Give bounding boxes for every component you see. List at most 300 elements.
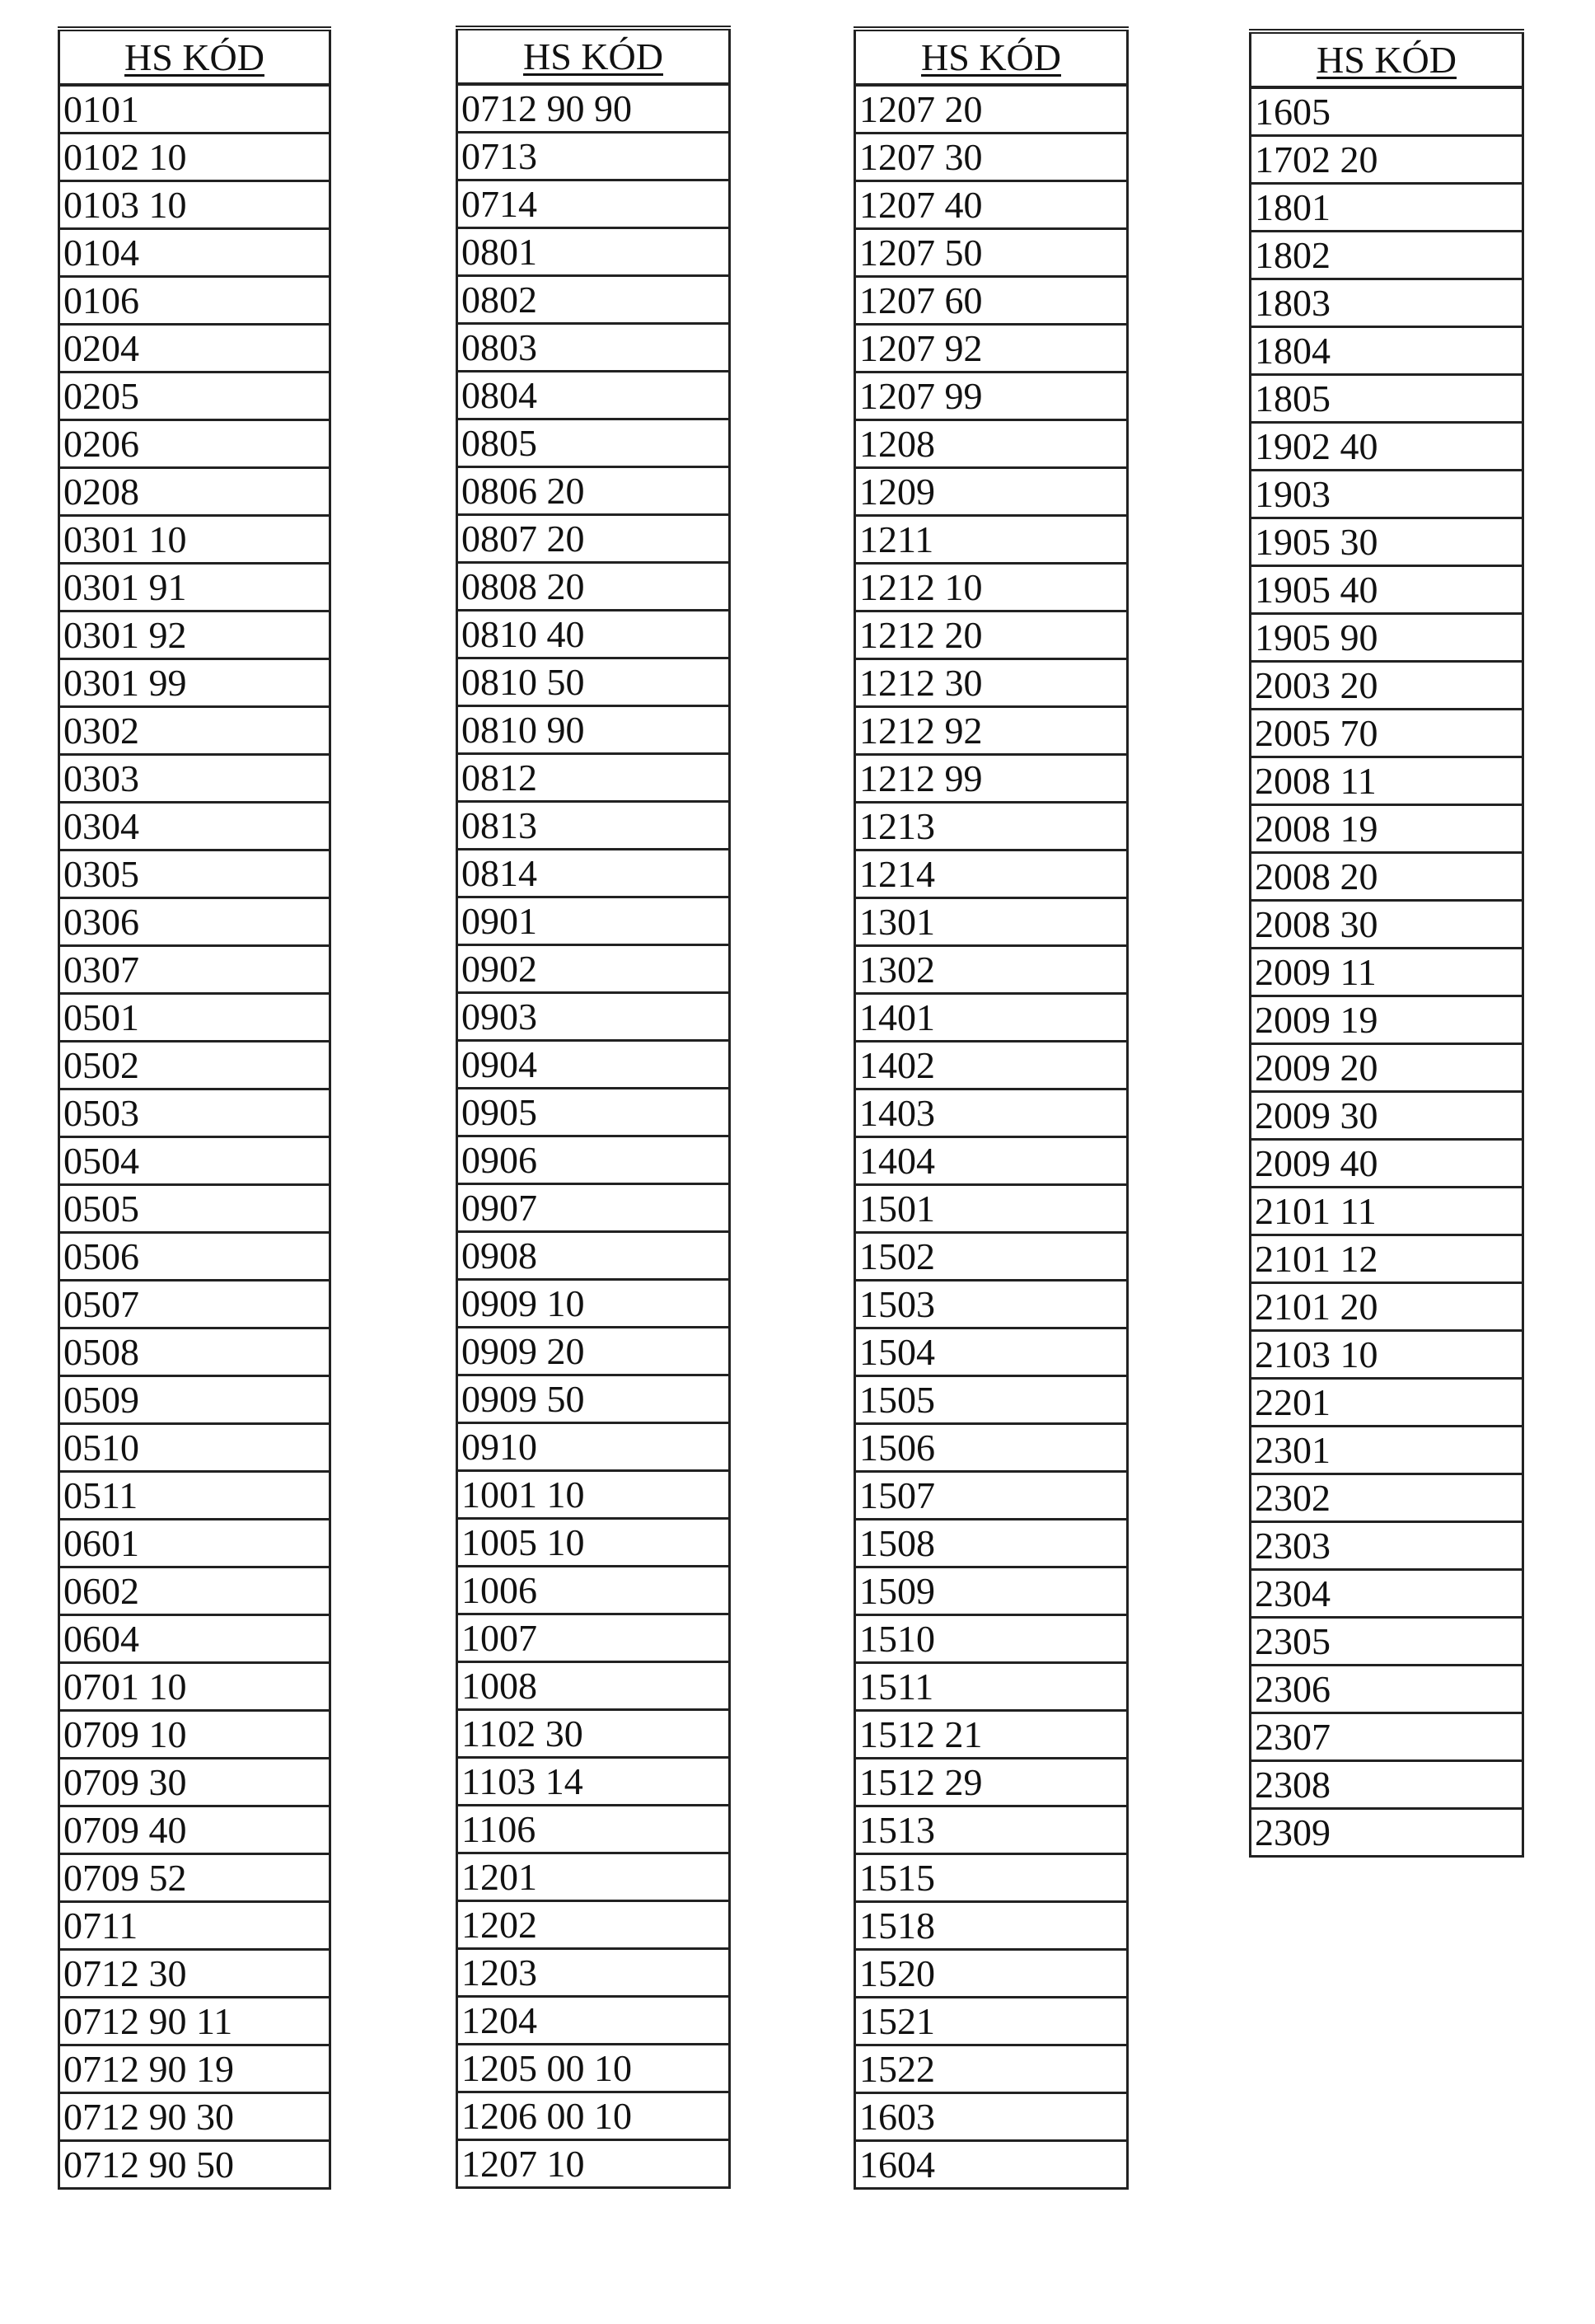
hs-code-cell: 1512 29 [855,1759,1128,1806]
hs-code-cell: 1902 40 [1251,423,1523,471]
table-row [855,1806,1128,1854]
hs-code-cell: 0804 [457,372,730,419]
hs-code-cell: 0712 90 90 [457,84,730,133]
table-row [855,1281,1128,1328]
table-row [59,2093,330,2141]
table-row [59,516,330,564]
hs-code-cell: 1207 60 [855,277,1128,325]
hs-code-cell: 0814 [457,850,730,897]
hs-code-cell: 0803 [457,324,730,372]
hs-code-cell: 1604 [855,2141,1128,2189]
table-row [457,1232,730,1280]
table-row [59,85,330,134]
table-row [457,1471,730,1519]
hs-code-cell: 1501 [855,1185,1128,1233]
hs-code-cell: 0701 10 [59,1663,330,1711]
table-row [855,372,1128,420]
table-row [855,1328,1128,1376]
hs-code-cell: 1207 92 [855,325,1128,372]
hs-code-cell: 1905 30 [1251,518,1523,566]
table-row [457,1328,730,1375]
hs-code-cell: 2305 [1251,1618,1523,1666]
table-row [59,1902,330,1950]
table-row [1251,1188,1523,1235]
hs-code-cell: 1208 [855,420,1128,468]
table-row [59,420,330,468]
hs-code-cell: 2009 11 [1251,949,1523,996]
hs-code-cell: 0712 90 19 [59,2045,330,2093]
hs-code-cell: 2009 19 [1251,996,1523,1044]
hs-code-cell: 1207 99 [855,372,1128,420]
table-row [457,897,730,945]
table-row [59,1950,330,1998]
hs-code-cell: 1513 [855,1806,1128,1854]
hs-code-cell: 0502 [59,1042,330,1089]
table-row [1251,949,1523,996]
table-row [457,228,730,276]
table-row [1251,901,1523,949]
table-row [1251,805,1523,853]
table-row [1251,1092,1523,1140]
hs-code-cell: 0103 10 [59,181,330,229]
table-row [457,754,730,802]
hs-code-cell: 0709 40 [59,1806,330,1854]
table-row [59,946,330,994]
table-row [855,1424,1128,1472]
table-row [59,1089,330,1137]
table-row [457,1519,730,1567]
hs-code-cell: 0901 [457,897,730,945]
hs-code-cell: 0904 [457,1041,730,1089]
hs-code-cell: 1404 [855,1137,1128,1185]
table-row [1251,662,1523,710]
table-row [59,994,330,1042]
hs-code-cell: 1401 [855,994,1128,1042]
table-row [59,755,330,803]
table-row [59,468,330,516]
table-row [457,850,730,897]
table-row [855,420,1128,468]
hs-code-cell: 0307 [59,946,330,994]
hs-code-cell: 1905 90 [1251,614,1523,662]
table-row [1251,1379,1523,1427]
table-row [855,85,1128,134]
hs-code-cell: 1605 [1251,87,1523,136]
hs-code-cell: 2008 11 [1251,757,1523,805]
table-row [59,372,330,420]
hs-code-cell: 1212 92 [855,707,1128,755]
hs-code-cell: 0106 [59,277,330,325]
table-row [1251,87,1523,136]
column-header: HS KÓD [457,28,730,84]
hs-code-cell: 2304 [1251,1570,1523,1618]
hs-code-cell: 0810 50 [457,658,730,706]
table-row [855,1854,1128,1902]
hs-code-cell: 2302 [1251,1474,1523,1522]
hs-code-cell: 2009 30 [1251,1092,1523,1140]
table-row [855,755,1128,803]
table-row [59,1854,330,1902]
hs-code-cell: 1213 [855,803,1128,850]
table-row [59,898,330,946]
hs-code-cell: 0714 [457,180,730,228]
table-row [1251,1522,1523,1570]
column-header: HS KÓD [59,29,330,85]
table-row [59,1424,330,1472]
table-row [1251,327,1523,375]
hs-code-table-4 [1249,29,1524,1858]
table-row [855,1185,1128,1233]
hs-code-cell: 1511 [855,1663,1128,1711]
table-row [855,1472,1128,1520]
hs-code-cell: 1502 [855,1233,1128,1281]
table-row [59,1472,330,1520]
hs-code-cell: 1506 [855,1424,1128,1472]
hs-code-cell: 1509 [855,1567,1128,1615]
hs-code-cell: 1001 10 [457,1471,730,1519]
hs-code-cell: 0712 90 30 [59,2093,330,2141]
hs-code-cell: 0709 52 [59,1854,330,1902]
table-row [855,1615,1128,1663]
table-row [59,1185,330,1233]
hs-code-cell: 1504 [855,1328,1128,1376]
table-row [457,2140,730,2188]
table-row [855,994,1128,1042]
table-row [855,1759,1128,1806]
table-row [1251,1331,1523,1379]
hs-code-cell: 1507 [855,1472,1128,1520]
hs-code-cell: 2308 [1251,1761,1523,1809]
table-row [457,1806,730,1853]
hs-code-cell: 1503 [855,1281,1128,1328]
hs-code-cell: 0910 [457,1423,730,1471]
hs-code-cell: 0808 20 [457,563,730,611]
hs-code-cell: 1905 40 [1251,566,1523,614]
hs-code-cell: 0810 40 [457,611,730,658]
table-row [59,1233,330,1281]
table-row [457,515,730,563]
hs-code-cell: 1805 [1251,375,1523,423]
hs-code-cell: 0712 90 11 [59,1998,330,2045]
table-row [59,611,330,659]
hs-code-cell: 0305 [59,850,330,898]
hs-code-cell: 1207 10 [457,2140,730,2188]
table-row [457,180,730,228]
table-row [457,1567,730,1614]
table-row [1251,566,1523,614]
table-row [855,1089,1128,1137]
hs-code-table-3 [854,26,1129,2190]
hs-code-cell: 0302 [59,707,330,755]
hs-code-cell: 2201 [1251,1379,1523,1427]
hs-code-cell: 1007 [457,1614,730,1662]
hs-code-cell: 1302 [855,946,1128,994]
hs-code-cell: 1212 20 [855,611,1128,659]
table-row [855,1902,1128,1950]
table-row [457,1997,730,2045]
hs-code-cell: 0208 [59,468,330,516]
hs-code-cell: 2008 20 [1251,853,1523,901]
hs-code-cell: 0102 10 [59,134,330,181]
table-row [457,2092,730,2140]
hs-code-cell: 0907 [457,1184,730,1232]
table-row [1251,1140,1523,1188]
hs-code-cell: 0712 30 [59,1950,330,1998]
table-row [59,1520,330,1567]
table-row [59,181,330,229]
table-row [457,276,730,324]
hs-code-cell: 0306 [59,898,330,946]
hs-code-cell: 1802 [1251,232,1523,279]
hs-code-cell: 0909 10 [457,1280,730,1328]
hs-code-cell: 2005 70 [1251,710,1523,757]
hs-code-cell: 0101 [59,85,330,134]
table-row [457,324,730,372]
hs-code-cell: 0903 [457,993,730,1041]
hs-code-cell: 0806 20 [457,467,730,515]
table-row [59,134,330,181]
table-row [59,850,330,898]
table-row [1251,1474,1523,1522]
hs-code-cell: 1106 [457,1806,730,1853]
hs-code-table-1 [58,26,331,2190]
table-row [855,803,1128,850]
hs-code-cell: 0506 [59,1233,330,1281]
hs-code-cell: 2009 40 [1251,1140,1523,1188]
table-row [1251,1427,1523,1474]
table-row [1251,853,1523,901]
hs-code-cell: 0709 30 [59,1759,330,1806]
table-row [457,1853,730,1901]
table-row [457,563,730,611]
table-row [457,1758,730,1806]
hs-code-cell: 1006 [457,1567,730,1614]
table-row [1251,1666,1523,1713]
table-row [1251,375,1523,423]
column-header: HS KÓD [1251,31,1523,87]
table-row [59,2141,330,2189]
hs-code-cell: 1518 [855,1902,1128,1950]
hs-code-cell: 0504 [59,1137,330,1185]
hs-code-cell: 1801 [1251,184,1523,232]
table-row [1251,1761,1523,1809]
table-row [457,706,730,754]
table-row [855,1137,1128,1185]
hs-code-cell: 1301 [855,898,1128,946]
hs-code-cell: 1212 10 [855,564,1128,611]
table-row [1251,1618,1523,1666]
table-row [855,181,1128,229]
hs-code-cell: 0909 20 [457,1328,730,1375]
hs-code-cell: 1212 99 [855,755,1128,803]
table-row [457,84,730,133]
hs-code-cell: 1702 20 [1251,136,1523,184]
table-row [457,133,730,180]
hs-code-cell: 0602 [59,1567,330,1615]
hs-code-cell: 2101 20 [1251,1283,1523,1331]
hs-code-cell: 1008 [457,1662,730,1710]
hs-code-cell: 0301 99 [59,659,330,707]
table-row [59,1759,330,1806]
table-row [59,1281,330,1328]
table-row [855,516,1128,564]
table-row [1251,279,1523,327]
table-row [457,1089,730,1136]
table-row [457,1901,730,1949]
hs-code-cell: 2303 [1251,1522,1523,1570]
hs-code-cell: 0712 90 50 [59,2141,330,2189]
table-row [855,659,1128,707]
table-row [1251,184,1523,232]
hs-code-cell: 1204 [457,1997,730,2045]
table-row [457,1136,730,1184]
hs-code-cell: 2103 10 [1251,1331,1523,1379]
table-row [59,1711,330,1759]
table-row [855,1520,1128,1567]
hs-code-cell: 0104 [59,229,330,277]
table-row [855,850,1128,898]
hs-code-cell: 1512 21 [855,1711,1128,1759]
hs-code-cell: 0303 [59,755,330,803]
table-row [59,1806,330,1854]
table-row [1251,1235,1523,1283]
table-row [457,1662,730,1710]
hs-code-cell: 1803 [1251,279,1523,327]
hs-code-cell: 1505 [855,1376,1128,1424]
table-row [855,2093,1128,2141]
table-row [855,898,1128,946]
table-row [1251,1283,1523,1331]
table-row [457,611,730,658]
hs-code-cell: 0909 50 [457,1375,730,1423]
hs-code-cell: 2008 30 [1251,901,1523,949]
hs-code-cell: 1202 [457,1901,730,1949]
table-row [59,277,330,325]
hs-code-cell: 1508 [855,1520,1128,1567]
hs-code-cell: 2009 20 [1251,1044,1523,1092]
table-row [1251,1570,1523,1618]
hs-code-cell: 1201 [457,1853,730,1901]
hs-code-cell: 1603 [855,2093,1128,2141]
table-row [457,419,730,467]
table-row [855,1042,1128,1089]
hs-code-cell: 0301 91 [59,564,330,611]
hs-code-cell: 1520 [855,1950,1128,1998]
table-row [1251,1809,1523,1857]
table-row [855,1998,1128,2045]
hs-code-cell: 2307 [1251,1713,1523,1761]
table-row [855,564,1128,611]
table-row [59,1567,330,1615]
hs-code-cell: 0505 [59,1185,330,1233]
table-row [59,1663,330,1711]
hs-code-cell: 0902 [457,945,730,993]
hs-code-cell: 2301 [1251,1427,1523,1474]
table-row [855,2045,1128,2093]
table-row [1251,757,1523,805]
hs-code-cell: 1510 [855,1615,1128,1663]
table-row [1251,136,1523,184]
hs-code-cell: 1903 [1251,471,1523,518]
table-row [59,803,330,850]
hs-code-cell: 1206 00 10 [457,2092,730,2140]
table-row [457,658,730,706]
hs-code-cell: 1207 20 [855,85,1128,134]
table-row [457,1184,730,1232]
hs-code-cell: 0503 [59,1089,330,1137]
hs-code-cell: 2101 12 [1251,1235,1523,1283]
hs-code-cell: 1203 [457,1949,730,1997]
table-row [1251,1044,1523,1092]
hs-code-cell: 0807 20 [457,515,730,563]
table-row [1251,996,1523,1044]
hs-code-cell: 0507 [59,1281,330,1328]
hs-code-cell: 1102 30 [457,1710,730,1758]
table-row [855,1233,1128,1281]
hs-code-cell: 1207 40 [855,181,1128,229]
hs-code-cell: 0508 [59,1328,330,1376]
hs-code-cell: 0206 [59,420,330,468]
hs-code-cell: 1207 30 [855,134,1128,181]
table-row [457,993,730,1041]
hs-code-cell: 1402 [855,1042,1128,1089]
table-row [457,2045,730,2092]
table-row [855,1376,1128,1424]
table-row [59,659,330,707]
hs-code-cell: 0813 [457,802,730,850]
hs-code-table-2 [456,26,731,2189]
table-row [855,1567,1128,1615]
table-row [59,1137,330,1185]
table-row [59,325,330,372]
hs-code-cell: 0810 90 [457,706,730,754]
hs-code-cell: 0304 [59,803,330,850]
hs-code-cell: 1521 [855,1998,1128,2045]
hs-code-cell: 0509 [59,1376,330,1424]
hs-code-cell: 1205 00 10 [457,2045,730,2092]
table-row [59,2045,330,2093]
hs-code-cell: 0713 [457,133,730,180]
hs-code-cell: 0709 10 [59,1711,330,1759]
hs-code-cell: 2101 11 [1251,1188,1523,1235]
hs-code-cell: 1403 [855,1089,1128,1137]
table-row [457,1614,730,1662]
hs-code-cell: 0908 [457,1232,730,1280]
table-row [457,1423,730,1471]
hs-code-cell: 0905 [457,1089,730,1136]
table-row [1251,471,1523,518]
hs-code-cell: 0812 [457,754,730,802]
hs-code-cell: 0301 10 [59,516,330,564]
hs-code-cell: 0601 [59,1520,330,1567]
table-row [59,564,330,611]
table-row [457,372,730,419]
table-row [457,945,730,993]
table-row [457,802,730,850]
hs-code-cell: 0204 [59,325,330,372]
table-row [457,1375,730,1423]
hs-code-cell: 0801 [457,228,730,276]
hs-code-cell: 0805 [457,419,730,467]
hs-code-cell: 1515 [855,1854,1128,1902]
hs-code-cell: 1103 14 [457,1758,730,1806]
hs-code-cell: 0501 [59,994,330,1042]
table-row [1251,232,1523,279]
table-row [1251,518,1523,566]
table-row [855,707,1128,755]
table-row [59,1042,330,1089]
table-row [855,134,1128,181]
